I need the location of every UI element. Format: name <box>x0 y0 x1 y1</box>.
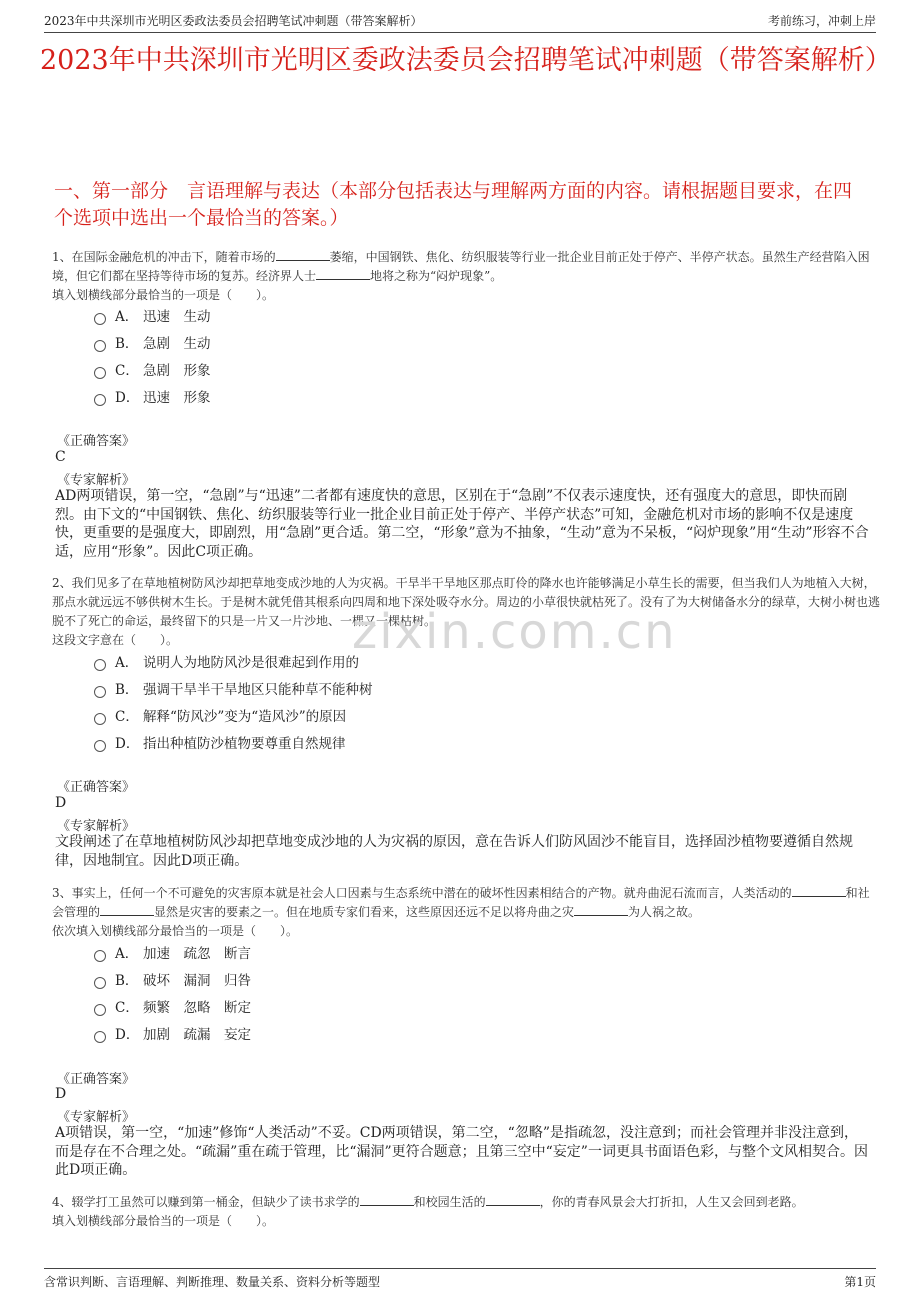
q1-text-part2: 萎缩，中国钢铁、焦化、纺织服装等行业一批企业目前正处于停产、半停产状态。虽然生产经营陷入困境，但它们都在坚持等待市场的复苏。经济界人士 <box>52 250 870 283</box>
radio-icon[interactable] <box>94 740 106 752</box>
option-text: 指出种植防沙植物要尊重自然规律 <box>143 736 346 752</box>
option-key: A． <box>115 946 139 962</box>
q1-text-part1: 1、在国际金融危机的冲击下，随着市场的 <box>52 250 276 264</box>
fill-blank <box>792 884 846 897</box>
header-left-text: 2023年中共深圳市光明区委政法委员会招聘笔试冲刺题（带答案解析） <box>44 14 423 28</box>
option-key: D． <box>115 736 140 752</box>
q3-text-part3: 显然是灾害的要素之一。但在地质专家们看来，这些原因还远不足以将舟曲之灾 <box>154 905 575 919</box>
radio-icon[interactable] <box>94 977 106 989</box>
option-text: 强调干旱半干旱地区只能种草不能种树 <box>143 682 373 698</box>
q3-text-part2: 和社会管理的 <box>52 886 870 919</box>
radio-icon[interactable] <box>94 713 106 725</box>
q1-answer-label: 《正确答案》 <box>57 434 136 449</box>
q1-option-c[interactable] <box>94 362 211 380</box>
option-key: C． <box>115 709 139 725</box>
q2-text: 2、我们见多了在草地植树防风沙却把草地变成沙地的人为灾祸。干旱半干旱地区那点盯伶的降水也许能够满足小草生长的需要，但当我们人为地植入大树，那点水就远远不够供树木生长。于是树木就凭借其根系向四周和地下深处吸夺水分。周边的小草很快就枯死了。没有了为大树储备水分的绿草，大树小树也逃脱不了死亡的命运，最终留下的只是一片又一片沙地、一棵又一棵枯树。 <box>52 576 881 628</box>
fill-blank <box>100 903 154 916</box>
option-key: C． <box>115 1000 139 1016</box>
option-text: 急剧 形象 <box>143 363 211 379</box>
q3-analysis-label: 《专家解析》 <box>57 1110 136 1125</box>
q2-option-a[interactable] <box>94 654 359 672</box>
q3-option-c[interactable] <box>94 999 251 1017</box>
q1-analysis-label: 《专家解析》 <box>57 473 136 488</box>
q4-prompt: 填入划横线部分最恰当的一项是（ ）。 <box>52 1214 275 1228</box>
q3-prompt: 依次填入划横线部分最恰当的一项是（ ）。 <box>52 924 299 938</box>
option-key: A． <box>115 309 139 325</box>
q1-option-a[interactable] <box>94 308 211 326</box>
q1-answer: C <box>55 449 66 465</box>
q2-analysis: 文段阐述了在草地植树防风沙却把草地变成沙地的人为灾祸的原因，意在告诉人们防风固沙不能盲目，选择固沙植物要遵循自然规律，因地制宜。因此D项正确。 <box>55 834 853 869</box>
radio-icon[interactable] <box>94 659 106 671</box>
option-key: B． <box>115 682 139 698</box>
q3-option-b[interactable] <box>94 972 251 990</box>
option-text: 加剧 疏漏 妄定 <box>143 1027 251 1043</box>
page-footer <box>44 1268 876 1291</box>
question-1-stem <box>52 248 880 305</box>
option-key: B． <box>115 973 139 989</box>
fill-blank <box>316 267 370 280</box>
radio-icon[interactable] <box>94 394 106 406</box>
header-right-text: 考前练习，冲刺上岸 <box>767 14 876 28</box>
option-text: 迅速 生动 <box>143 309 211 325</box>
q2-analysis-label: 《专家解析》 <box>57 819 136 834</box>
q2-answer: D <box>55 795 67 811</box>
q1-option-d[interactable] <box>94 389 211 407</box>
option-text: 加速 疏忽 断言 <box>143 946 251 962</box>
q2-option-c[interactable] <box>94 708 346 726</box>
q3-answer: D <box>55 1086 67 1102</box>
option-key: D． <box>115 1027 140 1043</box>
q2-option-b[interactable] <box>94 681 373 699</box>
option-text: 急剧 生动 <box>143 336 211 352</box>
option-key: D． <box>115 390 140 406</box>
radio-icon[interactable] <box>94 340 106 352</box>
radio-icon[interactable] <box>94 950 106 962</box>
q3-option-d[interactable] <box>94 1026 251 1044</box>
watermark: zixin.com.cn <box>352 604 677 660</box>
page-number: 第1页 <box>844 1275 876 1289</box>
radio-icon[interactable] <box>94 367 106 379</box>
option-key: A． <box>115 655 139 671</box>
q2-prompt: 这段文字意在（ ）。 <box>52 633 179 647</box>
section-heading: 一、第一部分 言语理解与表达（本部分包括表达与理解两方面的内容。请根据题目要求，在四个选项中选出一个最恰当的答案。） <box>54 180 853 229</box>
q3-option-a[interactable] <box>94 945 251 963</box>
option-text: 频繁 忽略 断定 <box>143 1000 251 1016</box>
fill-blank <box>574 903 628 916</box>
fill-blank <box>360 1193 414 1206</box>
q4-text-part3: ，你的青春风景会大打折扣，人生又会回到老路。 <box>539 1195 804 1209</box>
question-4-stem <box>52 1193 880 1231</box>
option-text: 迅速 形象 <box>143 390 211 406</box>
option-text: 解释“防风沙”变为“造风沙”的原因 <box>143 709 347 725</box>
q3-answer-label: 《正确答案》 <box>57 1072 136 1087</box>
page-header <box>44 10 876 33</box>
radio-icon[interactable] <box>94 1004 106 1016</box>
radio-icon[interactable] <box>94 686 106 698</box>
question-3-stem <box>52 884 880 941</box>
q3-analysis: A项错误，第一空，“加速”修饰“人类活动”不妥。CD两项错误，第二空，“忽略”是指疏忽，没注意到；而社会管理并非没注意到，而是存在不合理之处。“疏漏”重在疏于管理，比“漏洞”更符合题意；且第三空中“妄定”一词更具书面语色彩，与整个文风相契合。因此D项正确。 <box>55 1125 868 1178</box>
q3-text-part4: 为人祸之故。 <box>628 905 701 919</box>
fill-blank <box>276 248 330 261</box>
q3-text-part1: 3、事实上，任何一个不可避免的灾害原本就是社会人口因素与生态系统中潜在的破坏性因素相结合的产物。就舟曲泥石流而言，人类活动的 <box>52 886 792 900</box>
q4-text-part2: 和校园生活的 <box>413 1195 486 1209</box>
option-key: C． <box>115 363 139 379</box>
radio-icon[interactable] <box>94 313 106 325</box>
q1-analysis: AD两项错误，第一空，“急剧”与“迅速”二者都有速度快的意思，区别在于“急剧”不仅表示速度快，还有强度大的意思，即快而剧烈。由下文的“中国钢铁、焦化、纺织服装等行业一批企业目前正处于停产、半停产状态”可知，金融危机对市场的影响不仅是速度快，更重要的是强度大，即剧烈，用“急剧”更合适。第二空，“形象”意为不抽象，“生动”意为不呆板，“闷炉现象”用“生动”形容不合适，应用“形象”。因此C项正确。 <box>55 488 869 560</box>
fill-blank <box>486 1193 540 1206</box>
q1-prompt: 填入划横线部分最恰当的一项是（ ）。 <box>52 288 275 302</box>
q4-text-part1: 4、辍学打工虽然可以赚到第一桶金，但缺少了读书求学的 <box>52 1195 360 1209</box>
option-text: 说明人为地防风沙是很难起到作用的 <box>143 655 359 671</box>
option-text: 破坏 漏洞 归咎 <box>143 973 251 989</box>
q1-text-part3: 地将之称为“闷炉现象”。 <box>370 269 503 283</box>
q1-option-b[interactable] <box>94 335 211 353</box>
q2-answer-label: 《正确答案》 <box>57 780 136 795</box>
radio-icon[interactable] <box>94 1031 106 1043</box>
footer-left-text: 含常识判断、言语理解、判断推理、数量关系、资料分析等题型 <box>44 1275 381 1289</box>
page-title: 2023年中共深圳市光明区委政法委员会招聘笔试冲刺题（带答案解析） <box>40 45 892 76</box>
option-key: B． <box>115 336 139 352</box>
q2-option-d[interactable] <box>94 735 346 753</box>
